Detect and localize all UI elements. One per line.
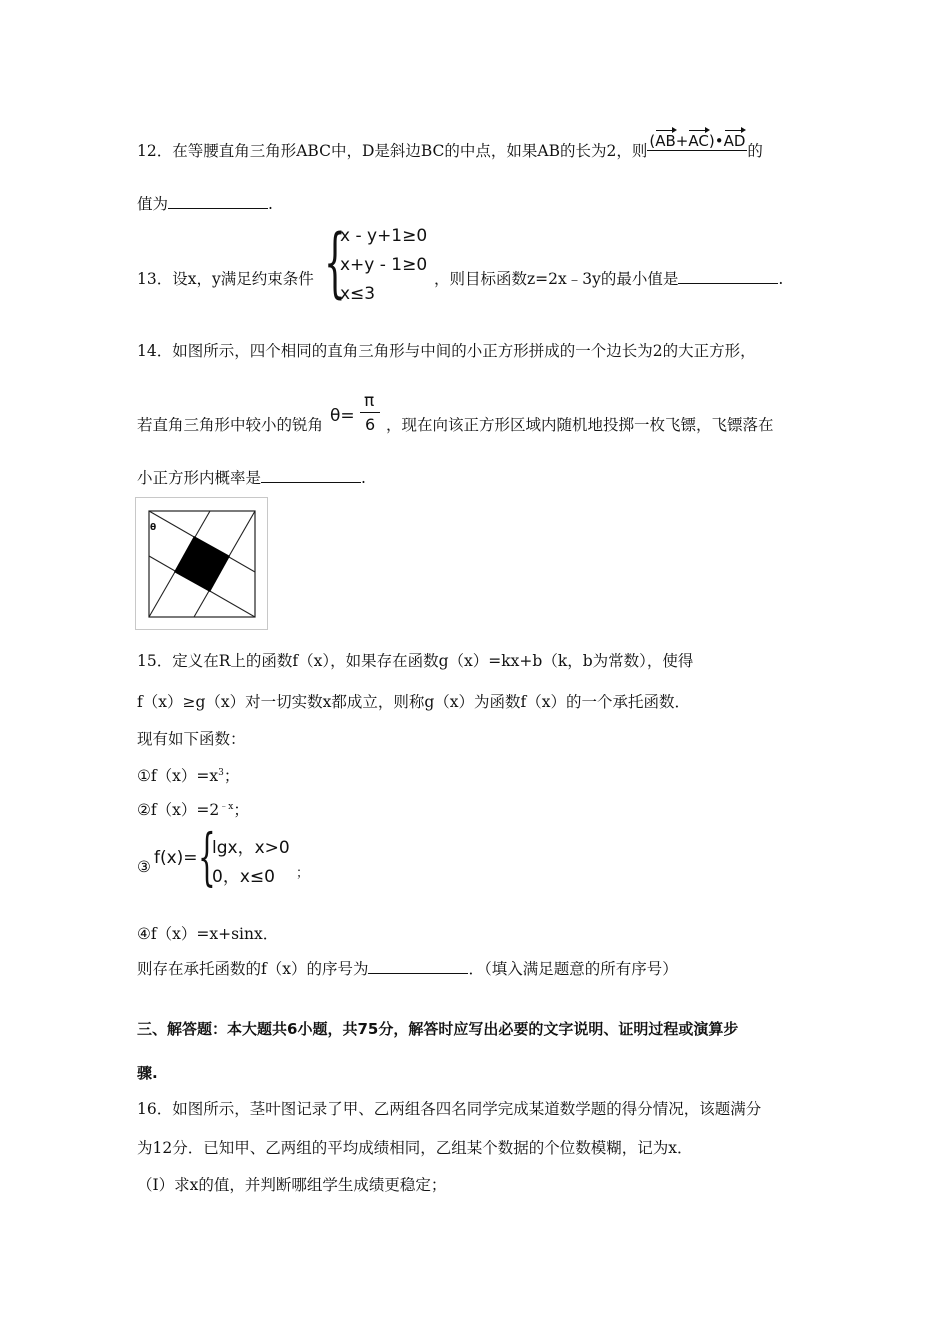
- q14-answer-blank[interactable]: [261, 468, 361, 483]
- vector-ac: AC: [688, 132, 709, 150]
- q16-line2: 为12分．已知甲、乙两组的平均成绩相同，乙组某个数据的个位数模糊，记为x．: [137, 1139, 693, 1157]
- theta-expression: θ= π 6: [328, 410, 386, 430]
- q13-constraint-system: [324, 217, 434, 310]
- section3-heading-line1: 三、解答题：本大题共6小题，共75分，解答时应写出必要的文字说明、证明过程或演算步: [137, 1020, 739, 1038]
- left-brace-icon: {: [198, 820, 216, 893]
- q12-line1: [137, 132, 763, 161]
- q14-figure: [135, 497, 268, 630]
- vector-ad: AD: [723, 132, 746, 150]
- q12-suffix: 的: [747, 142, 763, 160]
- q14-line3: 小正方形内概率是 .: [137, 469, 366, 487]
- q15-answer-blank[interactable]: [368, 959, 468, 974]
- q15-item1: $①f(x)=x^3$；: [137, 767, 240, 785]
- constraint-1: x - y+1≥0: [340, 226, 428, 246]
- q12-text: 12．在等腰直角三角形ABC中，D是斜边BC的中点，如果AB的长为2，则: [137, 142, 648, 160]
- q16-line3: （Ⅰ）求x的值，并判断哪组学生成绩更稳定；: [137, 1176, 447, 1194]
- q15-item4: ④f（x）=x+sinx．: [137, 925, 279, 943]
- q15-ask: 则存在承托函数的f（x）的序号为 ．（填入满足题意的所有序号）: [137, 960, 678, 978]
- left-brace-icon: {: [324, 217, 346, 306]
- piecewise-case-2: 0，x≤0: [212, 867, 275, 887]
- vector-ab: AB: [655, 132, 676, 150]
- piecewise-f-label: f(x)=: [154, 848, 198, 868]
- square-dartboard-diagram: [135, 497, 268, 630]
- q16-line1: 16．如图所示，茎叶图记录了甲、乙两组各四名同学完成某道数学题的得分情况，该题满分: [137, 1100, 762, 1118]
- q15-line1: 15．定义在R上的函数f（x），如果存在函数g（x）=kx+b（k，b为常数），使得: [137, 652, 694, 670]
- q13-answer-blank[interactable]: [678, 269, 778, 284]
- q13-prefix: 13．设x，y满足约束条件: [137, 270, 314, 288]
- q12-line2: 值为 .: [137, 195, 273, 213]
- theta-label: θ: [150, 523, 157, 533]
- q15-item3-num: ③: [137, 858, 151, 876]
- q15-piecewise-function: [154, 820, 314, 893]
- piecewise-case-1: lgx，x>0: [212, 838, 290, 858]
- q14-line2: 若直角三角形中较小的锐角 θ= π 6 ，现在向该正方形区域内随机地投掷一枚飞镖，飞镖落在: [137, 391, 774, 434]
- q13-suffix: ，则目标函数z=2x﹣3y的最小值是 .: [434, 270, 784, 288]
- q15-line2: f（x）≥g（x）对一切实数x都成立，则称g（x）为函数f（x）的一个承托函数．: [137, 693, 691, 711]
- constraint-2: x+y - 1≥0: [340, 255, 428, 275]
- q15-item2: $②f(x)=2^{﹣x}$；: [137, 801, 249, 819]
- q12-answer-blank[interactable]: [168, 194, 268, 209]
- q12-vector-expression: (AB+AC)•AD: [649, 132, 746, 150]
- piecewise-end: ；: [296, 866, 310, 881]
- section3-heading-line2: 骤.: [137, 1064, 158, 1082]
- q14-line1: 14．如图所示，四个相同的直角三角形与中间的小正方形拼成的一个边长为2的大正方形，: [137, 342, 756, 360]
- q15-line3: 现有如下函数：: [137, 730, 246, 748]
- constraint-3: x≤3: [340, 284, 376, 304]
